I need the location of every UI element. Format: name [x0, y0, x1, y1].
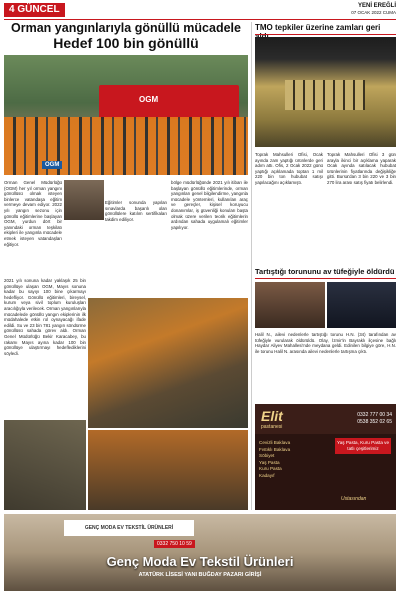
ad2-address: ATATÜRK LİSESİ YANI BUĞDAY PAZARI GİRİŞİ — [138, 572, 262, 578]
issue-date: 07 OCAK 2022 CUMA — [351, 10, 396, 15]
article-col2: bölge müdürlüğünde 2021 yılı itibarı ile başlayan gönüllü eğitimlerinde, orman yangınları genel bilgilendirme, yangınla mücadele yöntemleri, kullanılan araç ve gereçler, kişisel koruyucu donanımlar, iş güvenliği konuları başta olmak üzere verilen teorik eğitimlerin ardından sahada uygulamalı eğitimler yapılıyor. — [171, 180, 248, 230]
truck-label: OGM — [139, 95, 159, 104]
tmo-col-a: Toprak Mahsulleri Ofisi, Ocak ayında zam yaptığı ürünlerde geri adım attı. Ofis, 2 Ocak 2022 günü yaptığı açıklamada toptan 1 mil 220 bin ton hububat satışı yapılacağını açıklamıştı. — [255, 152, 323, 185]
tmo-rule — [255, 34, 396, 35]
ad1-item: Kadayıf — [259, 472, 275, 478]
article-col1a: Orman Genel Müdürlüğü (OGM) her yıl orman yangını gönüllüsü olmak isteyen binlerce vatandaşa eğitim vermeye devam ediyor. 2022 yılı yangın sezonu için gönüllü eğitimlerine başlayan OGM, yurdun dört bir yanındaki orman teşkilatı ekipleri ile yangınla mücadele etmek isteyen vatandaşları eğitiyor. — [4, 180, 62, 247]
article-col2b: Eğitimler sonunda yapılan sınavlarda başarılı olan gönüllülere katılım sertifikaları takdim ediliyor. — [105, 200, 167, 222]
ad1-item: Fıstıklı Baklava — [259, 446, 291, 452]
paper-name: YENİ EREĞLİ — [357, 3, 396, 9]
tmo-headline: TMO tepkiler üzerine zamları geri — [255, 23, 381, 32]
crime-headline: Tartıştığı torununu av tüfeğiyle öldürdü — [255, 267, 395, 276]
ad1-phones — [357, 412, 392, 426]
ad1-item: Kuru Pasta — [259, 466, 282, 472]
ad1-phone-2: 0538 352 02 65 — [357, 419, 392, 425]
crime-rule — [255, 278, 396, 279]
ad1-product-list — [259, 440, 329, 480]
header-rule — [4, 19, 396, 20]
suspect-photo — [255, 282, 325, 328]
elit-pastanesi-ad — [255, 404, 396, 510]
ad1-phone-1: 0332 777 00 34 — [357, 412, 392, 418]
ad2-title: Genç Moda Ev Tekstil Ürünleri — [106, 554, 294, 569]
ad1-subtitle: pastanesi — [261, 424, 283, 430]
crime-article: Halil N., ailevi nedenlerle tartıştığı torunu H.N. (34) tarafından av tüfeğiyle vurularak öldürüldü. Olay, İzmir'in Bayraklı ilçesine bağlı Haydar Aliyev Mahallesi'nde meydana geldi. Edinilen bilgiye göre, H.N. ile torunu Halil N. arasında ailevi nedenlerle tartışma çıktı. — [255, 332, 396, 354]
tmo-col-b: Toprak Mahsulleri Ofisi 3 gün arayla ikinci bir açıklama yaparak Ocak ayında satılacak hububat ürünlerinin fiyatlarında değişikliğe gitti. Bursa'dan 3 bin 220 ve 3 bin 270 lira arası satış fiyatı belirlendi. — [327, 152, 396, 185]
victim-photo — [327, 282, 396, 328]
volunteer-group — [4, 117, 248, 175]
ogm-tag: OGM — [42, 161, 62, 169]
ad1-item: Cevizli Baklava — [259, 440, 291, 445]
ad1-tagline: Ustasından — [341, 496, 367, 502]
fire-truck — [99, 85, 239, 119]
page-header — [4, 3, 396, 19]
main-subheadline: Hedef 100 bin gönüllü — [53, 35, 199, 51]
official-portrait — [64, 180, 104, 220]
fire-photo — [88, 430, 248, 510]
ad2-shop-sign: GENÇ MODA EV TEKSTİL ÜRÜNLERİ — [64, 520, 194, 536]
genc-moda-ad — [4, 514, 396, 591]
main-headline: Orman yangınlarıyla gönüllü mücadele — [11, 21, 241, 35]
section-label: 4 GÜNCEL — [4, 3, 65, 17]
training-photo — [4, 420, 86, 510]
ad1-side-badge: Yaş Pasta, Kuru Pasta ve tatlı çeşitlerimiz — [335, 438, 391, 454]
article-col1b: 2021 yılı sonuna kadar yaklaşık 25 bin gönüllüye ulaşan OGM, Mayıs sonuna kadar bu sayıyı 100 bine çıkarmayı hedefliyor. Gönüllü eğitimleri, bireysel, kurum veya sivil toplum kuruluşları aracılığıyla verilecek. Orman yangınlarıyla mücadelede gönüllü yangın ekiplerinin ilk müdahalede etkin rol oynayacağı ifade edildi. Su ve 23 bin 781 yangın söndürme gönüllüsü sahada görev aldı. Orman Genel Müdürlüğü Bekir Karacabey, bu rakamı Mayıs ayına kadar 100 bin gönüllüye ulaştırmayı hedeflediklerini söyledi. — [4, 278, 86, 356]
ad1-item: Söbiyet — [259, 453, 275, 459]
firefighting-photo — [88, 298, 248, 428]
volunteers-photo — [4, 55, 248, 175]
ad2-phone: 0332 750 10 59 — [154, 540, 195, 548]
ad1-logo: Elit — [261, 408, 283, 424]
column-divider — [251, 22, 252, 510]
building-windows — [285, 80, 365, 110]
ad1-item: Yaş Pasta — [259, 459, 280, 465]
